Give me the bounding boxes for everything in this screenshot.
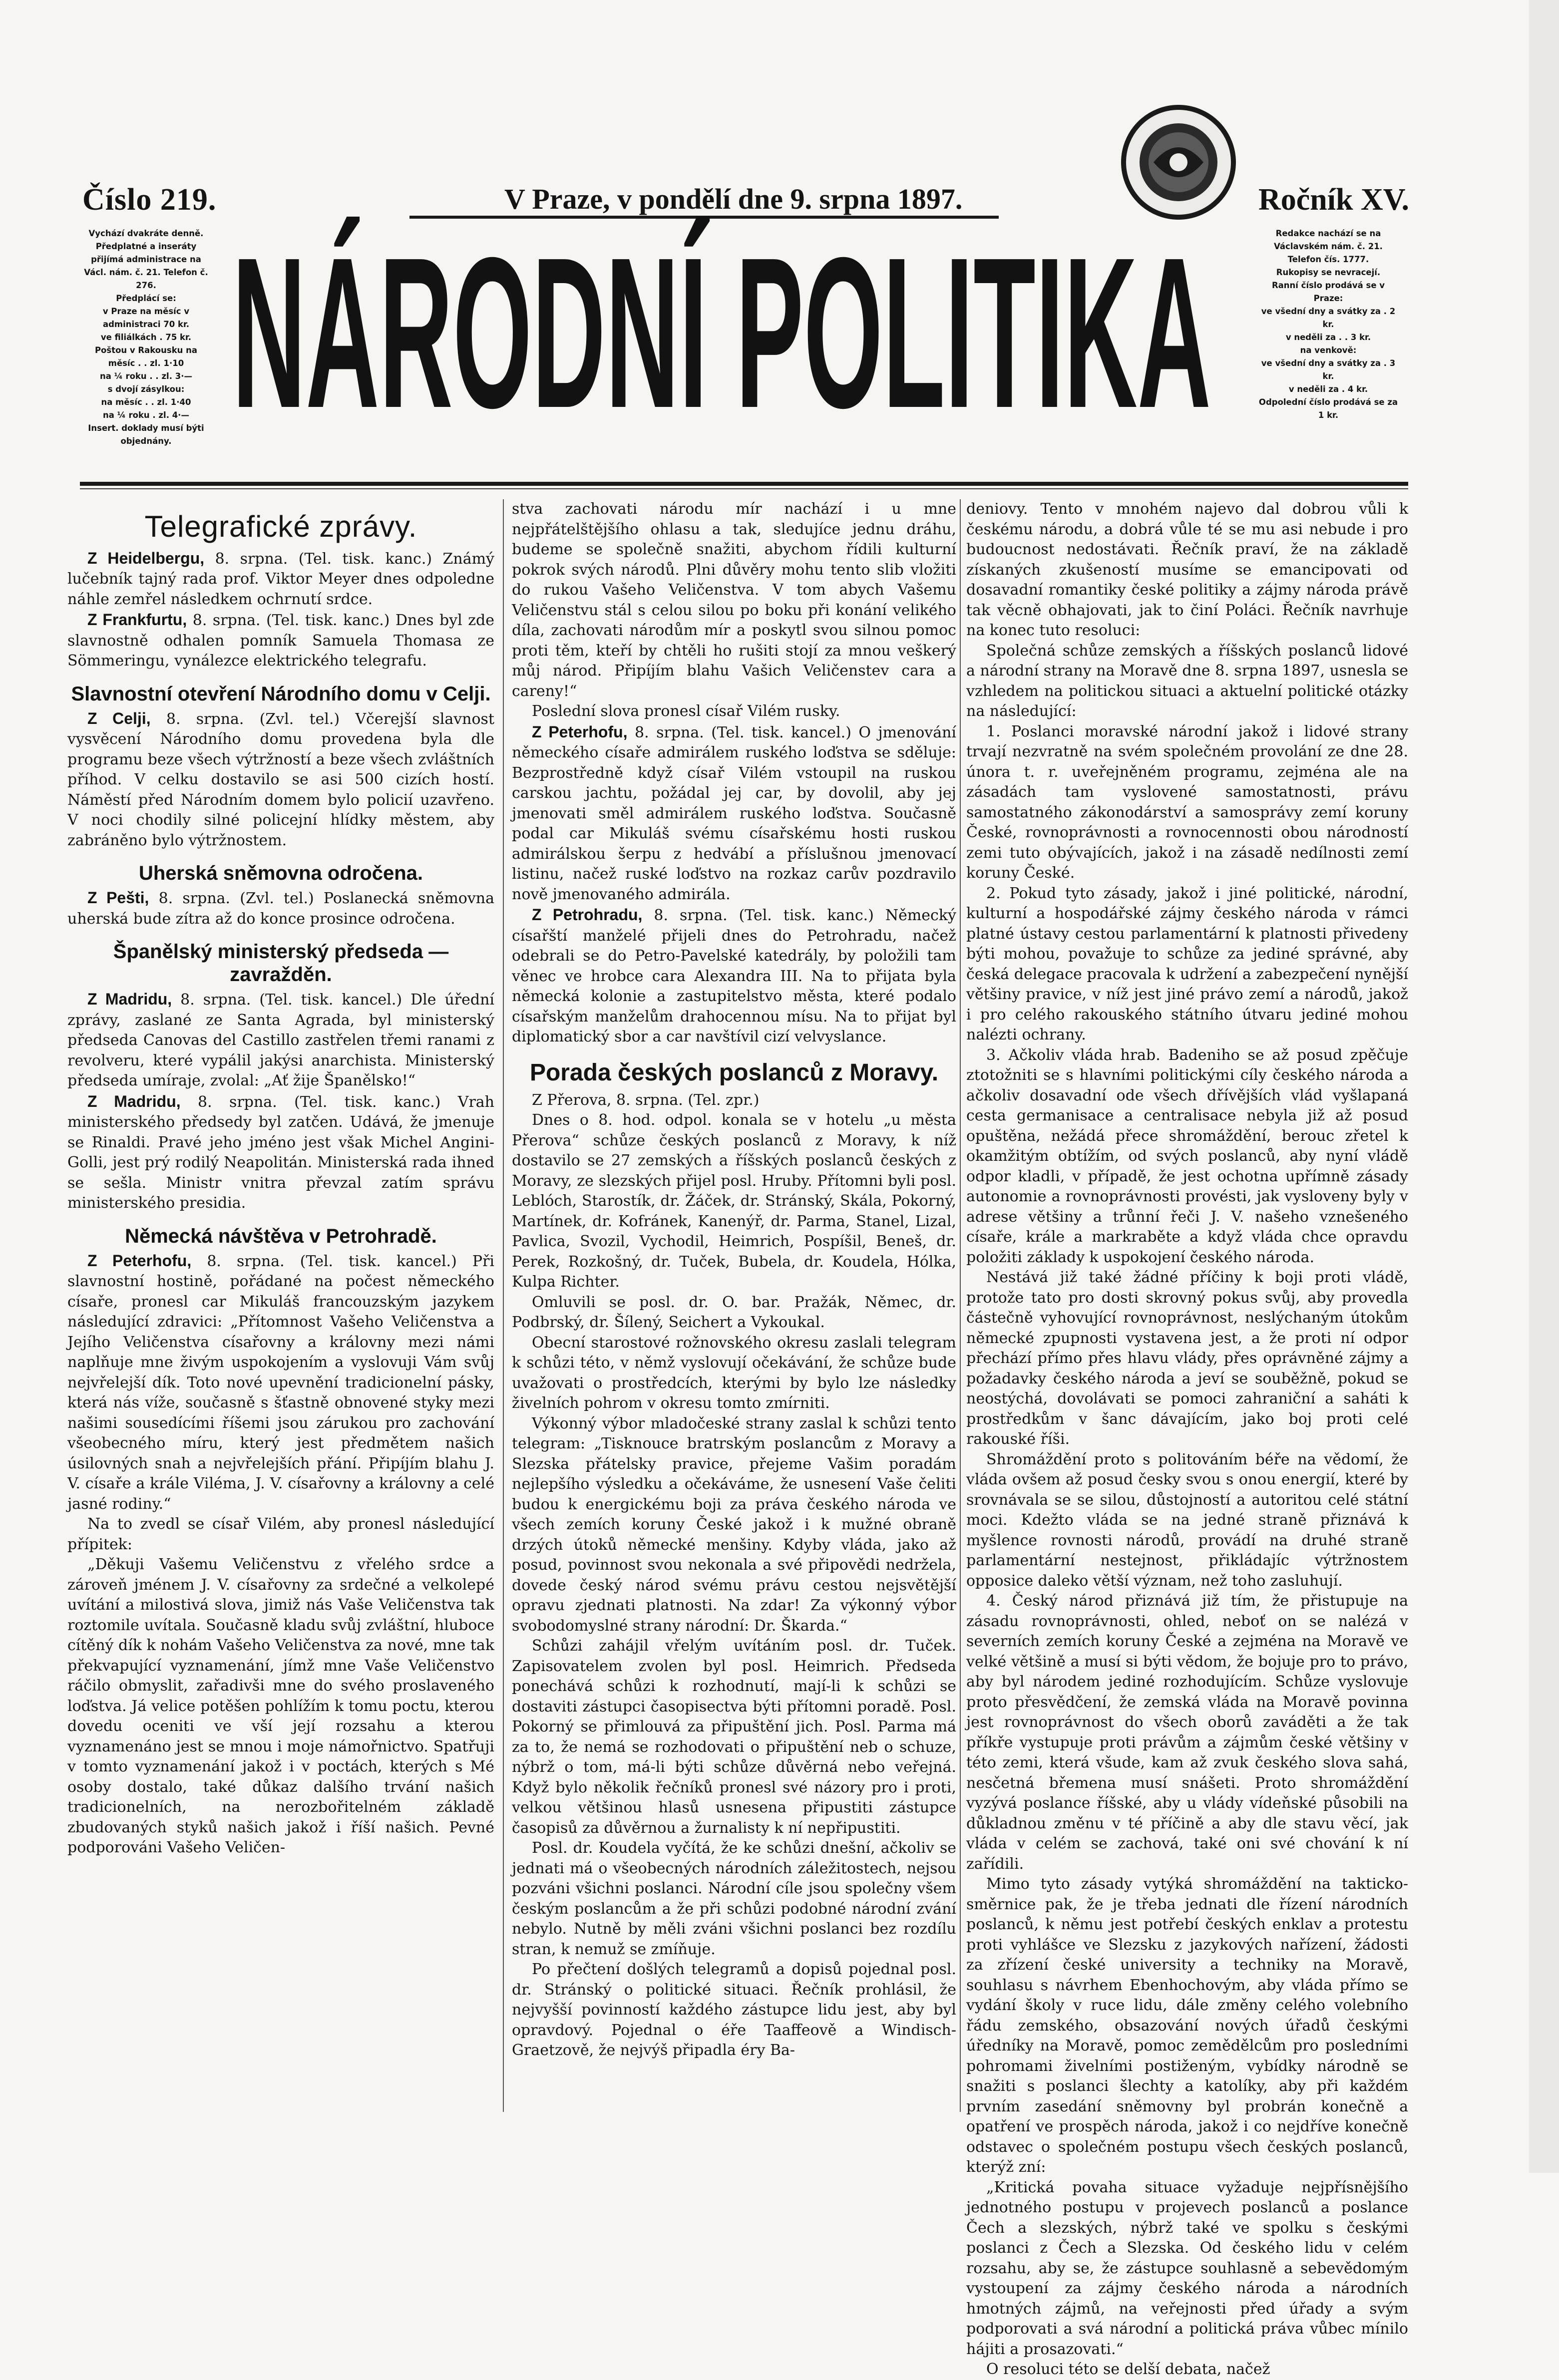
article-paragraph: Mimo tyto zásady vytýká shromáždění na takticko-směrnice pak, že je třeba jednati dle řízení národních poslanců, k němu jest potřebí českých enklav a protestu proti vyhlášce ve Slezsku z jazykových nařízení, žádosti za zřízení české university a techniky na Moravě, souhlasu s návrhem Ebenhochovým, aby vláda přímo se vydání školy v ruce lidu, dále změny celého volebního řádu zemského, obsazování nových úřadů českými úředníky na Moravě, pomoc zemědělcům pro posledními pohromami živelními postiženým, vybídky národně se snažiti s poslanci šlechty a katolíky, aby při každém prvním zasedání sněmovny byl probrán konečně a opatření ve prospěch národa, jakož i co nejdříve konečně odstavec o společném postupu všech českých poslanců, kterýž zní:	[966, 1875, 1408, 2176]
article-paragraph: Po přečtení došlých telegramů a dopisů pojednal posl. dr. Stránský o politické situaci. Řečník prohlásil, že nejvyšší povinností každého zástupce lidu jest, aby byl opravdový. Pojednal o éře Taaffeově a Windisch-Graetzově, že nejvýš připadla éry Ba-	[512, 1961, 956, 2059]
newspaper-title	[222, 200, 1221, 459]
article-paragraph: Dnes o 8. hod. odpol. konala se v hotelu „u města Přerova“ schůze českých poslanců z Moravy, k níž dostavilo se 27 zemských a říšských poslanců českých z Moravy, ze slezských přijel posl. Hruby. Přítomni byli posl. Leblóch, Starostík, dr. Žáček, dr. Stránský, Skála, Pokorný, Martínek, dr. Kofránek, Kanenýř, dr. Parma, Stanel, Lizal, Pavlica, Svozil, Vychodil, Heimrich, Pospíšil, Beneš, dr. Perek, Rozkošný, dr. Tuček, Bubela, dr. Koudela, Hólka, Kulpa Richter.	[512, 1111, 956, 1291]
article-headline: Německá návštěva v Petrohradě.	[125, 1225, 437, 1247]
editorial-box: Redakce nachází se na Václavském nám. č. 21. Telefon čís. 1777. Rukopisy se nevracejí. Ranní číslo prodává se v Praze: ve všední dny a svátky za . 2 kr. v neděli za . . 3 kr. na venkově: ve všední dny a svátky za . 3 kr. v neděli za . 4 kr. Odpolední číslo prodává se za 1 kr.	[1258, 229, 1398, 420]
article-paragraph: Z Madridu, 8. srpna. (Tel. tisk. kancel.) Dle úřední zprávy, zaslané ze Santa Agrada, byl ministerský předseda Canovas del Castillo zastřelen třemi ranami z revolveru, které vypálil jakýsi anarchista. Ministerský předseda umíraje, zvolal: „Ať žije Španělsko!“	[67, 990, 494, 1089]
article-paragraph: Výkonný výbor mladočeské strany zaslal k schůzi tento telegram: „Tisknouce bratrským poslancům z Moravy a Slezska přátelsky pravice, přejeme Vašim poradám nejlepšího výsledku a očekáváme, že usnesení Vaše čeliti budou k energickému boji za práva českého národa ve všech zemích koruny České jakož i k mužné obraně drzých útoků německé menšiny. Kdyby vláda, jako až posud, povinnost svou nekonala a své připovědi nedržela, dovede český národ svému právu cestou nejsvětější opravu zjednati platnosti. Na zdar! Za výkonný výbor svobodomyslné strany národní: Dr. Škarda.“	[512, 1414, 956, 1635]
article-paragraph: O resoluci této se delší debata, načež	[986, 2361, 1270, 2378]
article-paragraph: Z Heidelbergu, 8. srpna. (Tel. tisk. kanc.) Známý lučebník tajný rada prof. Viktor Meyer dnes odpoledne náhle zemřel následkem ochrnutí srdce.	[67, 549, 494, 608]
article-paragraph: deniovy. Tento v mnohém najevo dal dobrou vůli k českému národu, a dobrá vůle té se mu asi nebude i pro budoucnost nedostávati. Řečník praví, že na základě získaných zkušeností musíme se emancipovati od dosavadní romantiky české politiky a zájmy národa právě tak věcně obhajovati, jak to činí Poláci. Řečník navrhuje na konec tuto resoluci:	[966, 500, 1408, 639]
article-paragraph: Nestává již také žádné příčiny k boji proti vládě, protože tato pro dosti skrovný pokus svůj, aby provedla částečně vyhovující rovnoprávnost, neslýchaným útokům německé zpupnosti vystavena jest, a že proti ní odpor přechází přímo přes hlavu vlády, přes oprávněné zájmy a požadavky českého národa a jeví se souběžně, pokud se neostýchá, dovolávati se pomoci zahraniční a saháti k prostředkům v šanc dávajícím, jako boj proti celé rakouské říši.	[966, 1269, 1408, 1448]
article-paragraph: Z Madridu, 8. srpna. (Tel. tisk. kanc.) Vrah ministerského předsedy byl zatčen. Udává, že jmenuje se Rinaldi. Pravé jeho jméno jest však Michel Angini-Golli, jest prý rodilý Neapolitán. Ministerská rada ihned se sešla. Ministr vnitra převzal zatím správu ministerského presidia.	[67, 1092, 494, 1212]
article-paragraph: Z Frankfurtu, 8. srpna. (Tel. tisk. kanc.) Dnes byl zde slavnostně odhalen pomník Samuela Thomasa ze Sömmeringu, vynálezce elektrického telegrafu.	[67, 611, 494, 670]
article-paragraph: Shromáždění proto s politováním béře na vědomí, že vláda ovšem až posud česky svou s onou energií, které by srovnávala se se silou, důstojností a autoritou celé státní moci. Kdežto vláda se na jedné straně přiznává k myšlence rovnosti národů, provádí na druhé straně parlamentární nestejnost, přikládajíc výtržnostem opposice daleko větší význam, než toho zasluhují.	[966, 1450, 1408, 1590]
article-paragraph: Z Pešti, 8. srpna. (Zvl. tel.) Poslanecká sněmovna uherská bude zítra až do konce prosince odročena.	[67, 889, 495, 928]
article-paragraph: Posl. dr. Koudela vyčítá, že ke schůzi dnešní, ačkoliv se jednati má o všeobecných národních záležitostech, nejsou pozváni všichni poslanci. Národní cíle jsou společny všem českým poslancům a že při schůzi podobné národní zvání nebylo. Nutně by měli zváni všichni poslanci bez rozdílu stran, k nemuž se zmíňuje.	[512, 1839, 956, 1958]
article-paragraph: Společná schůze zemských a říšských poslanců lidové a národní strany na Moravě dne 8. srpna 1897, usnesla se vzhledem na politickou situaci a aktuelní politické otázky na následující:	[966, 642, 1408, 720]
article-headline: Slavnostní otevření Národního domu v Celji.	[71, 682, 491, 705]
page-edge	[1529, 0, 1559, 2173]
masthead-rule-thin	[80, 488, 1408, 489]
column-divider	[503, 499, 504, 2112]
article-paragraph: 2. Pokud tyto zásady, jakož i jiné politické, národní, kulturní a hospodářské zájmy českého národa v rámci platné ústavy cestou parlamentární k platnosti přivedeny býti mohou, považuje to schůze za jediné správné, aby česká delegace pracovala k udržení a zabezpečení nynější většiny pravice, v níž jest jiné právo zemí a národů, jakož i pro celého rakouského státního útvaru jediné mohou nalézti ochrany.	[966, 884, 1408, 1043]
article-paragraph: Poslední slova pronesl císař Vilém rusky.	[532, 702, 840, 720]
issue-date: V Praze, v pondělí dne 9. srpna 1897.	[504, 183, 963, 215]
issue-number: Číslo 219.	[82, 183, 217, 217]
article-paragraph: stva zachovati národu mír nachází i u mne nejpřátelštějšího ohlasu a tak, sledujíce jednu dráhu, budeme se společně snažiti, abychom řídili kulturní pokrok svých národů. Plni důvěry mohu tento slib vložiti do rukou Vašeho Veličenstva. V tom abych Vašemu Veličenstvu stál s celou silou po boku při konání velikého díla, zachovati národům mír a poskytl svou silnou pomoc proti těm, kteří by chtěli ho rušiti stojí za mnou veškerý můj národ. Připíjím blahu Vašich Veličenstev cara a careny!“	[512, 500, 956, 700]
article-paragraph: Na to zvedl se císař Vilém, aby pronesl následující přípitek:	[67, 1515, 494, 1553]
article-paragraph: 3. Ačkoliv vláda hrab. Badeniho se až posud zpěčuje ztotožniti se s hlavními politickými cíly českého národa a ačkoliv dosavadní ode všech dřívějších vlád vyšlapaná cesta germanisace a centralisace nebyla již až posud opuštěna, nežádá přece shromáždění, berouc zřetel k okamžitým obtížím, od svých poslanců, aby nyní vládě odpor kladli, v případě, že jest ochotna upřímně zásady autonomie a rovnoprávnosti provésti, jak vysloveny byly v adrese většiny a trůnní řeči J. V. našeho vznešeného císaře, krále a markraběte a když vláda chce opravdu položiti základy k uspokojení českého národa.	[966, 1046, 1408, 1266]
column-2	[512, 499, 956, 2061]
section-title: Telegrafické zprávy.	[144, 510, 417, 543]
article-paragraph: 4. Český národ přiznává již tím, že přistupuje na zásadu rovnoprávnosti, ohled, neboť on se nalézá v severních zemích koruny České a zejména na Moravě ve velké většině a musí si býti vědom, že bojuje pro to právo, aby byl národem jediné rozhodujícím. Schůze vyslovuje proto přesvědčení, že zemská vláda na Moravě povinna jest rovnoprávnost do všech oborů zaváděti a že tak příkře vystupuje proti právům a zájmům české většiny v této zemi, která všude, kam až zvuk českého slova sahá, nesčetná břemena musí snášeti. Proto shromáždění vyzývá poslance říšské, aby u vlády vídeňské působili na důkladnou změnu v té příčině a aby dle stavu věcí, jak vláda v celém se zachová, také oni své chování k ní zařídili.	[966, 1592, 1408, 1873]
article-paragraph: Z Petrohradu, 8. srpna. (Tel. tisk. kanc.) Německý císařští manželé přijeli dnes do Petrohradu, načež odebrali se do Petro-Pavelské katedrály, by položili tam věnec ve hrobce cara Alexandra III. Na to přijata byla německá kolonie a zastupitelstvo města, které podalo císařským manželům drahocennou mísu. Na to přijat byl diplomatický sbor a car navštívil cizí velvyslance.	[512, 906, 956, 1045]
article-paragraph: Z Peterhofu, 8. srpna. (Tel. tisk. kancel.) O jmenování německého císaře admirálem ruského loďstva se sděluje: Bezprostředně když císař Vilém vstoupil na ruskou carskou jachtu, požádal jej car, by dovolil, aby jej jmenovati směl admirálem ruského loďstva. Současně podal car Mikuláš svému císařskému hosti ruskou admirálskou šerpu z hedvábí a příslušnou jmenovací listinu, načež ruské loďstvo na rozkaz carův pozdravilo nově jmenovaného admirála.	[512, 722, 957, 903]
article-paragraph: Z Celji, 8. srpna. (Zvl. tel.) Včerejší slavnost vysvěcení Národního domu provedena byla dle programu beze všech výtržností a beze všech zvláštních příhod. V celku dostavilo se asi 500 cizích hostí. Náměstí před Národním domem bylo policií uzavřeno. V noci chodily silné policejní hlídky městem, aby zabráněno bylo výtržnostem.	[67, 709, 494, 849]
article-paragraph: Schůzi zahájil vřelým uvítáním posl. dr. Tuček. Zapisovatelem zvolen byl posl. Heimrich. Předseda ponechává schůzi k rozhodnutí, mají-li k schůzi se dostaviti zástupci časopisectva býti přítomni poradě. Posl. Pokorný se přimlouvá za připuštění jich. Posl. Parma má za to, že nemá se rozhodovati o připuštění neb o schuze, nýbrž o tom, má-li býti schůze důvěrná nebo veřejná. Když bylo několik řečníků pronesl své názory pro i proti, velkou většinou hlasů usnesena připustiti zástupce časopisů za důvěrnou a žurnalisty k ní nepřipustiti.	[512, 1637, 956, 1837]
volume-number: Ročník XV.	[1258, 183, 1410, 217]
column-1	[67, 499, 494, 1858]
subscription-box: Vychází dvakráte denně. Předplatné a inseráty přijímá administrace na Václ. nám. č. 21. Telefon č. 276. Předplácí se: v Praze na měsíc v administraci 70 kr. ve filiálkách . 75 kr. Poštou v Rakousku na měsíc . . zl. 1·10 na ¼ roku . . zl. 3·— s dvojí zásylkou: na měsíc . . zl. 1·40 na ¼ roku . zl. 4·— Insert. doklady musí býti objednány.	[84, 229, 208, 446]
svg-text:NÁRODNÍ POLITIKA: NÁRODNÍ POLITIKA	[232, 213, 1211, 453]
article-paragraph: Omluvili se posl. dr. O. bar. Pražák, Němec, dr. Podbrský, dr. Šílený, Seichert a Vykoukal.	[512, 1293, 956, 1331]
article-headline: Uherská sněmovna odročena.	[138, 862, 423, 884]
article-dateline: Z Přerova, 8. srpna. (Tel. zpr.)	[532, 1091, 760, 1109]
article-paragraph: 1. Poslanci moravské národní jakož i lidové strany trvají nezvratně na svém společném provolání ze dne 28. února t. r. uveřejněném programu, zejména ale na zásadách tam vyslovené samostatnosti, právu samostatného zákonodárství a samosprávy zemí koruny České, rovnoprávnosti a rovnocennosti obou národností zemi tuto obývajících, jakož i na zásadě nedílnosti zemí koruny České.	[966, 722, 1408, 882]
article-paragraph: Obecní starostové rožnovského okresu zaslali telegram k schůzi této, v němž vyslovují očekávání, že schůze bude uvažovati o prostředcích, kterými by bylo lze následky živelních pohrom v okresu tomto zmírniti.	[512, 1334, 956, 1412]
article-headline: Porada českých poslanců z Moravy.	[529, 1059, 939, 1086]
article-paragraph: „Kritická povaha situace vyžaduje nejpřísnějšího jednotného postupu v projevech poslanců a poslance Čech a slezských, nýbrž také ve spolku s českými poslanci z Čech a Slezska. Od českého lidu v celém rozsahu, aby se, že zástupce souhlasně a sebevědomým vystoupení za zájmy českého národa a národních hmotných zájmů, na veřejnosti před úřady a svým podporovati a svá národní a politická práva vůbec mínilo hájiti a prosazovati.“	[966, 2178, 1408, 2358]
article-paragraph: Z Peterhofu, 8. srpna. (Tel. tisk. kancel.) Při slavnostní hostině, pořádané na počest německého císaře, pronesl car Mikuláš francouzským jazykem následující zdravici: „Přítomnost Vašeho Veličenstva a Jejího Veličenstva císařovny a královny mezi námi naplňuje mne živým uspokojením a vyslovuji Vám svůj nejvřelejší dík. Toto nové upevnění tradicionelní pásky, která nás víže, současně s šťastně obnovené styky mezi našimi sousedícími říšemi jsou zárukou pro zachování všeobecného míru, který jest předmětem našich úsilovných snah a nejvřelejších přání. Připíjím blahu J. V. císaře a krále Viléma, J. V. císařovny a královny a celé jasné rodiny.“	[67, 1251, 494, 1513]
article-headline: Španělský ministerský předseda — zavražděn.	[113, 941, 449, 986]
article-paragraph: „Děkuji Vašemu Veličenstvu z vřelého srdce a zároveň jménem J. V. císařovny za srdečné a velkolepé uvítání a milostivá slova, jimiž nás Vaše Veličenstva tak roztomile uvítala. Současně kladu svůj zvláštní, hluboce cítěný dík k nohám Vašeho Veličenstva za nové, mne tak překvapující vyznamenání, jímž mne Vaše Veličenstvo ráčilo obmyslit, zařadivši mne do svého proslaveného loďstva. Já velice potěšen pohlížím k tomu poctu, kterou dovedu oceniti ve vší její rozsahu a kterou vyznamenáno jest se mnou i moje námořnictvo. Spatřuji v tomto vyznamenání jakož i v poctách, kterých s Mé osoby dostalo, také důkaz dalšího trvání našich tradicionelních, na nerozbořitelném základě zbudovaných styků našich jakož i říší našich. Pevné podporováni Vašeho Veličen-	[67, 1556, 494, 1856]
column-divider	[960, 499, 961, 2112]
column-3	[966, 499, 1408, 2380]
masthead-rule	[80, 482, 1408, 486]
